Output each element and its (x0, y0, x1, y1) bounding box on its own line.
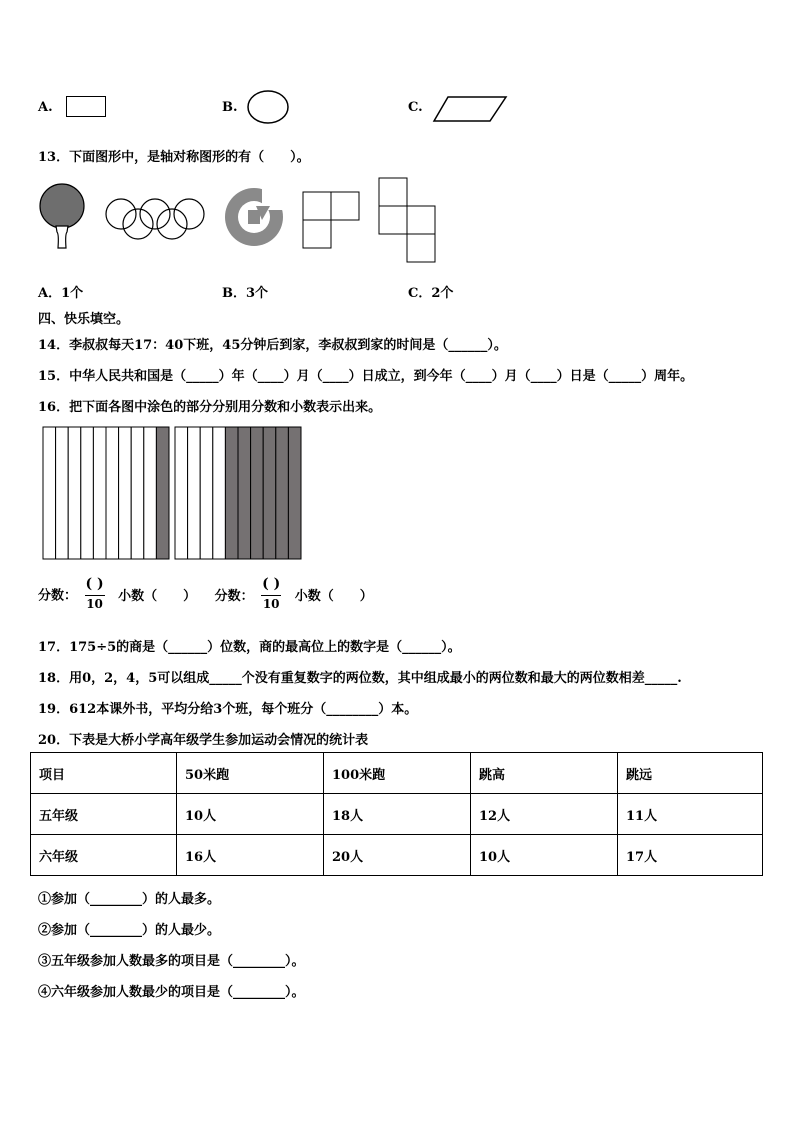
q20-sub1: ①参加（________）的人最多。 (38, 892, 221, 907)
left-bar-strip (119, 427, 132, 559)
right-fraction (260, 576, 282, 612)
right-bar-shaded-strip (238, 427, 251, 559)
table-cell: 10人 (471, 835, 618, 876)
q13-text: 13．下面图形中，是轴对称图形的有（ ）。 (38, 150, 310, 165)
left-bar-strip (106, 427, 119, 559)
table-header-cell: 跳远 (618, 753, 763, 794)
parallelogram-shape (432, 95, 508, 123)
q15-text: 15．中华人民共和国是（_____）年（____）月（____）日成立，到今年（____）月（____）日是（_____）周年。 (38, 369, 694, 384)
circle-shape (246, 89, 290, 125)
squares-figure-2 (378, 177, 438, 265)
table-cell: 11人 (618, 794, 763, 835)
left-bar-strip (144, 427, 157, 559)
table-header-row (31, 753, 763, 794)
right-bar-shaded-strip (251, 427, 264, 559)
right-bar-strip (175, 427, 188, 559)
left-bar-strip (93, 427, 106, 559)
left-bar-shaded-strip (156, 427, 169, 559)
right-bar-shaded-strip (276, 427, 289, 559)
left-bar-strip (81, 427, 94, 559)
left-bar-strip (43, 427, 56, 559)
q20-sub4: ④六年级参加人数最少的项目是（________）。 (38, 985, 305, 1000)
table-header-cell: 50米跑 (177, 753, 324, 794)
left-decimal-blank: 小数（ ） (118, 588, 197, 604)
q16-answer-line (38, 576, 373, 612)
table-cell: 20人 (324, 835, 471, 876)
left-fraction-label: 分数： (38, 588, 78, 604)
q17-text: 17．175÷5的商是（______）位数，商的最高位上的数字是（______）。 (38, 640, 461, 655)
right-bar-strip (213, 427, 226, 559)
table-header-cell: 项目 (31, 753, 177, 794)
table-cell: 17人 (618, 835, 763, 876)
right-bar-strip (188, 427, 201, 559)
q13-option-a: A．1个 (38, 286, 84, 301)
q19-text: 19．612本课外书，平均分给3个班，每个班分（________）本。 (38, 702, 418, 717)
left-bar-figure (42, 426, 170, 560)
stats-table (30, 752, 763, 876)
left-fraction-numerator: ( ) (85, 576, 104, 592)
right-fraction-denominator: 10 (262, 597, 280, 611)
table-cell: 18人 (324, 794, 471, 835)
squares-figure-1 (302, 190, 362, 250)
bank-logo-image (222, 186, 286, 248)
option-a-label: A. (38, 100, 53, 115)
table-cell: 六年级 (31, 835, 177, 876)
q18-text: 18．用0，2，4，5可以组成_____个没有重复数字的两位数，其中组成最小的两位数和最大的两位数相差_____. (38, 671, 682, 686)
right-bar-figure (174, 426, 302, 560)
table-cell: 10人 (177, 794, 324, 835)
q20-sub2: ②参加（________）的人最少。 (38, 923, 221, 938)
left-bar-strip (56, 427, 69, 559)
right-bar-shaded-strip (263, 427, 276, 559)
q13-option-b: B．3个 (222, 286, 269, 301)
left-bar-strip (131, 427, 144, 559)
olympic-rings-image (104, 196, 208, 242)
q14-text: 14．李叔叔每天17：40下班，45分钟后到家，李叔叔到家的时间是（______）。 (38, 338, 507, 353)
table-row (31, 835, 763, 876)
left-fraction-denominator: 10 (86, 597, 103, 611)
left-bar-strip (68, 427, 81, 559)
q13-option-c: C．2个 (408, 286, 454, 301)
section-4-title: 四、快乐填空。 (38, 312, 130, 327)
q20-text: 20．下表是大桥小学高年级学生参加运动会情况的统计表 (38, 733, 369, 748)
table-cell: 16人 (177, 835, 324, 876)
table-header-cell: 跳高 (471, 753, 618, 794)
table-header-cell: 100米跑 (324, 753, 471, 794)
right-decimal-blank: 小数（ ） (294, 588, 373, 604)
right-bar-shaded-strip (225, 427, 238, 559)
q16-text: 16．把下面各图中涂色的部分分别用分数和小数表示出来。 (38, 400, 382, 415)
option-b-label: B. (222, 100, 238, 115)
left-fraction (84, 576, 106, 612)
option-c-label: C. (408, 100, 423, 115)
table-cell: 12人 (471, 794, 618, 835)
right-bar-strip (200, 427, 213, 559)
right-bar-shaded-strip (288, 427, 301, 559)
rectangle-shape (66, 96, 106, 117)
table-row (31, 794, 763, 835)
right-fraction-numerator: ( ) (262, 576, 281, 592)
q20-sub3: ③五年级参加人数最多的项目是（________）。 (38, 954, 305, 969)
table-cell: 五年级 (31, 794, 177, 835)
ping-pong-paddle-image (38, 182, 88, 252)
right-fraction-label: 分数： (214, 588, 254, 604)
